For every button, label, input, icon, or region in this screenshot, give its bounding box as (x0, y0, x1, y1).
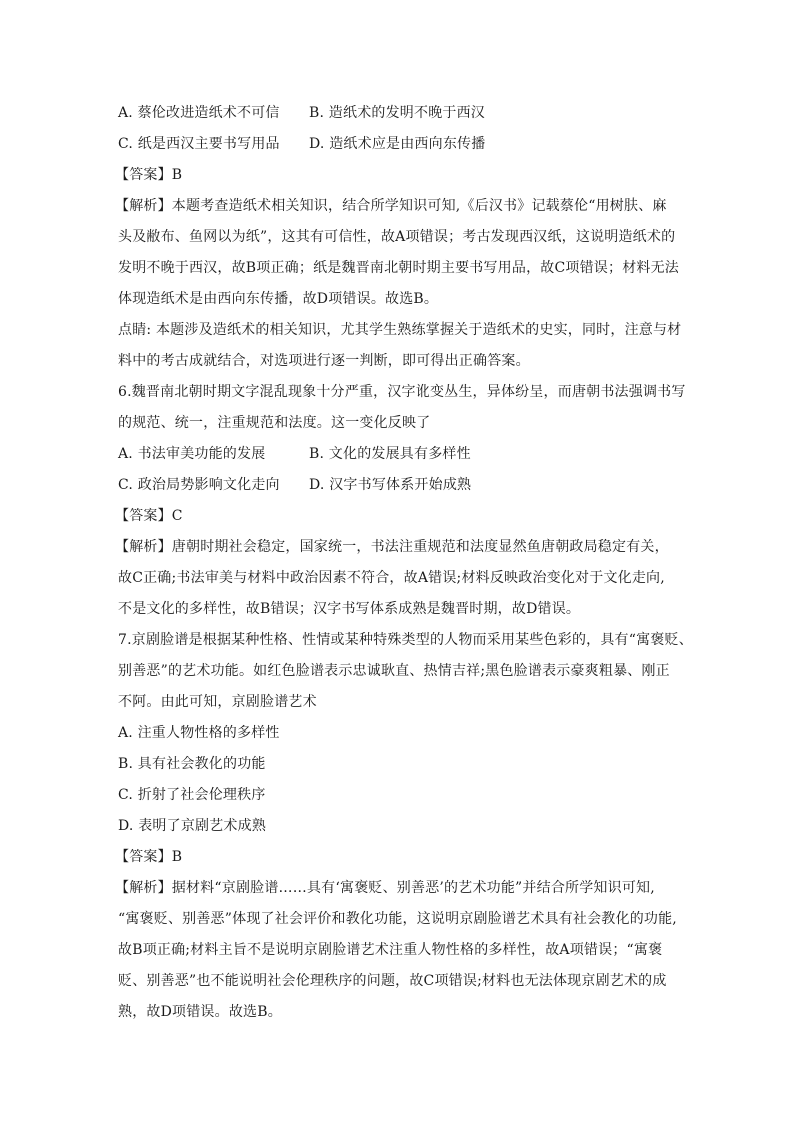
q5-option-d: D. 造纸术应是由西向东传播 (309, 136, 486, 152)
q6-stem-line-1: 6.魏晋南北朝时期文字混乱现象十分严重，汉字讹变丛生，异体纷呈，而唐朝书法强调书写 (118, 384, 686, 400)
q7-option-c: C. 折射了社会伦理秩序 (118, 787, 266, 803)
q6-stem-line-2: 的规范、统一，注重规范和法度。这一变化反映了 (118, 415, 431, 431)
q7-explanation-line-2: “寓褒贬、别善恶”体现了社会评价和教化功能，这说明京剧脸谱艺术具有社会教化的功能, (118, 911, 677, 927)
q5-options-row-2 (118, 129, 678, 160)
q5-note-line-2: 料中的考古成就结合，对选项进行逐一判断，即可得出正确答案。 (118, 353, 530, 369)
q7-option-b: B. 具有社会教化的功能 (118, 756, 266, 772)
q5-option-c: C. 纸是西汉主要书写用品 (118, 136, 280, 152)
q5-option-a: A. 蔡伦改进造纸术不可信 (118, 105, 280, 121)
q5-option-b: B. 造纸术的发明不晚于西汉 (309, 105, 485, 121)
q7-explanation-line-5: 熟，故D项错误。故选B。 (118, 1004, 282, 1020)
q6-option-c: C. 政治局势影响文化走向 (118, 477, 280, 493)
q6-option-a: A. 书法审美功能的发展 (118, 446, 266, 462)
q5-explanation-line-1: 【解析】本题考查造纸术相关知识，结合所学知识可知,《后汉书》记载蔡伦“用树肤、麻 (115, 198, 667, 214)
q6-explanation-line-3: 不是文化的多样性，故B错误；汉字书写体系成熟是魏晋时期，故D错误。 (118, 601, 581, 617)
q7-option-a: A. 注重人物性格的多样性 (118, 725, 280, 741)
q5-explanation-line-4: 体现造纸术是由西向东传播，故D项错误。故选B。 (118, 291, 439, 307)
q7-stem-line-3: 不阿。由此可知，京剧脸谱艺术 (118, 694, 317, 710)
q6-explanation-line-1: 【解析】唐朝时期社会稳定，国家统一，书法注重规范和法度显然鱼唐朝政局稳定有关， (115, 539, 669, 555)
q7-stem-line-2: 别善恶”的艺术功能。如红色脸谱表示忠诚耿直、热情吉祥;黑色脸谱表示豪爽粗暴、刚正 (118, 663, 670, 679)
q5-options-row-1 (118, 98, 678, 129)
q7-stem-line-1: 7.京剧脸谱是根据某种性格、性情或某种特殊类型的人物而采用某些色彩的，具有“寓褒贬、 (118, 632, 693, 648)
q6-option-b: B. 文化的发展具有多样性 (309, 446, 471, 462)
q6-options-row-2 (118, 470, 678, 501)
q7-explanation-line-1: 【解析】据材料“京剧脸谱……具有‘寓褒贬、别善恶’的艺术功能”并结合所学知识可知, (115, 880, 655, 896)
q5-explanation-line-2: 头及敝布、鱼网以为纸”，这其有可信性，故A项错误；考古发现西汉纸，这说明造纸术的 (118, 229, 676, 245)
q6-answer: 【答案】C (115, 508, 183, 524)
q5-note-line-1: 点睛: 本题涉及造纸术的相关知识，尤其学生熟练掌握关于造纸术的史实，同时，注意与材 (118, 322, 682, 338)
q7-explanation-line-3: 故B项正确;材料主旨不是说明京剧脸谱艺术注重人物性格的多样性，故A项错误；“寓褒 (118, 942, 663, 958)
q6-options-row-1 (118, 439, 678, 470)
q7-explanation-line-4: 贬、别善恶”也不能说明社会伦理秩序的问题，故C项错误;材料也无法体现京剧艺术的成 (118, 973, 667, 989)
q7-option-d: D. 表明了京剧艺术成熟 (118, 818, 267, 834)
q5-explanation-line-3: 发明不晚于西汉，故B项正确；纸是魏晋南北朝时期主要书写用品，故C项错误；材料无法 (118, 260, 679, 276)
q7-answer: 【答案】B (115, 849, 183, 865)
page-content (115, 98, 693, 1028)
q5-answer: 【答案】B (115, 167, 183, 183)
q6-explanation-line-2: 故C正确;书法审美与材料中政治因素不符合，故A错误;材料反映政治变化对于文化走向, (118, 570, 665, 586)
q6-option-d: D. 汉字书写体系开始成熟 (309, 477, 472, 493)
